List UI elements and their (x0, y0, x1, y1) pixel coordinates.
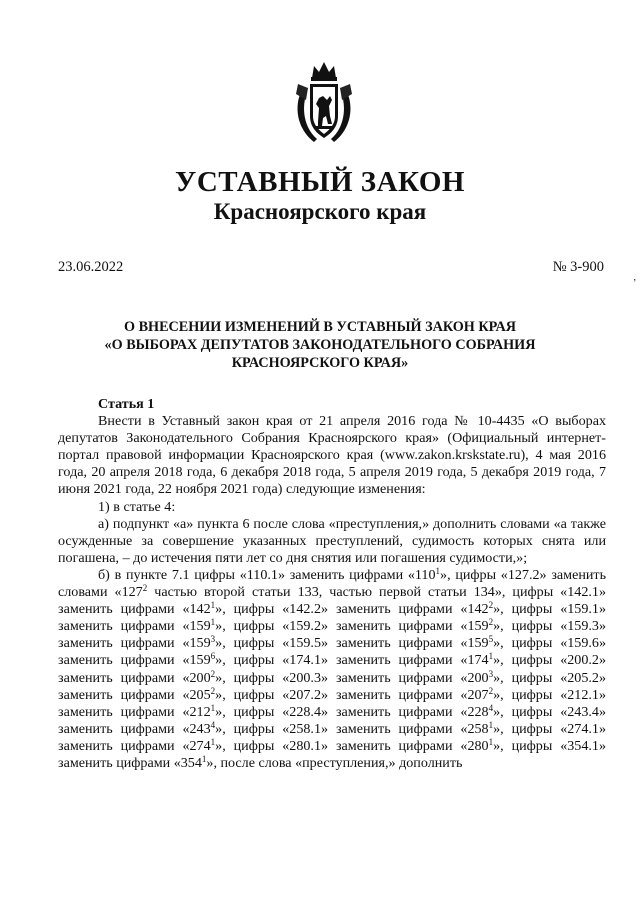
law-heading (0, 318, 640, 372)
superscript: 1 (435, 565, 441, 576)
superscript: 2 (488, 600, 494, 611)
article-intro: Внести в Уставный закон края от 21 апреля 2016 года № 10-4435 «О выборах депутатов Законодательного Собрания Красноярского края» (Официальный интернет-портал правовой информации Красноярского края (www.zakon.krskstate.ru), 4 мая 2016 года, 20 апреля 2018 года, 6 декабря 2018 года, 5 апреля 2019 года, 5 декабря 2019 года, 7 июня 2021 года, 22 ноября 2021 года) следующие изменения: (58, 413, 606, 498)
item-1: 1) в статье 4: (98, 498, 176, 515)
heading-line: О ВНЕСЕНИИ ИЗМЕНЕНИЙ В УСТАВНЫЙ ЗАКОН КРАЯ (123, 319, 517, 335)
text-segment: », цифры «159.2» заменить цифрами «159 (215, 618, 489, 635)
text-segment: », цифры «142.2» заменить цифрами «142 (215, 601, 489, 618)
coat-of-arms-icon (292, 60, 356, 148)
text-segment: », цифры «205.2» заменить цифрами «205 (58, 669, 607, 703)
superscript: 2 (488, 617, 494, 628)
superscript: 1 (210, 617, 216, 628)
text-segment: », цифры «159.3» заменить цифрами «159 (58, 618, 607, 652)
subitem-b (58, 567, 606, 772)
subitem-a: а) подпункт «а» пункта 6 после слова «преступления,» дополнить словами «а также осужденные за совершение указанных преступлений, судимость которых снята или погашена, – до истечения пяти лет со дня снятия или погашения судимости,»; (58, 515, 606, 566)
superscript: 3 (210, 634, 216, 645)
superscript: 4 (488, 702, 494, 713)
law-type-title: УСТАВНЫЙ ЗАКОН (175, 166, 465, 198)
text-segment: частью второй статьи 133, частью первой статьи 134», цифры «142.1» заменить цифрами «142 (58, 584, 606, 618)
superscript: 1 (210, 600, 216, 611)
text-segment: », после слова «преступления,» дополнить (206, 754, 463, 771)
heading-line: «О ВЫБОРАХ ДЕПУТАТОВ ЗАКОНОДАТЕЛЬНОГО СОБРАНИЯ (104, 337, 536, 353)
region-title: Красноярского края (213, 199, 427, 224)
text-segment: », цифры «207.2» заменить цифрами «207 (215, 686, 489, 703)
superscript: 1 (210, 702, 216, 713)
superscript: 1 (210, 736, 216, 747)
superscript: 2 (210, 685, 216, 696)
text-segment: », цифры «212.1» заменить цифрами «212 (58, 686, 607, 720)
text-segment: », цифры «159.1» заменить цифрами «159 (58, 601, 607, 635)
text-segment: », цифры «159.5» заменить цифрами «159 (215, 635, 489, 652)
superscript: 4 (210, 719, 216, 730)
text-segment: », цифры «200.2» заменить цифрами «200 (58, 652, 607, 686)
superscript: 2 (210, 668, 216, 679)
law-date: 23.06.2022 (58, 259, 124, 275)
superscript: 1 (488, 719, 494, 730)
superscript: 5 (488, 634, 494, 645)
text-segment: », цифры «228.4» заменить цифрами «228 (215, 703, 489, 720)
text-segment: », цифры «274.1» заменить цифрами «274 (58, 720, 607, 754)
superscript: 1 (488, 651, 494, 662)
text-segment: б) в пункте 7.1 цифры «110.1» заменить цифрами «110 (98, 566, 436, 583)
law-number: № 3-900 (552, 259, 604, 275)
text-segment: », цифры «354.1» заменить цифрами «354 (58, 737, 607, 771)
superscript: 2 (142, 583, 148, 594)
text-segment: », цифры «127.2» заменить словами «127 (58, 566, 606, 601)
text-segment: », цифры «200.3» заменить цифрами «200 (215, 669, 489, 686)
text-segment: », цифры «243.4» заменить цифрами «243 (58, 703, 607, 737)
law-body (58, 396, 606, 772)
superscript: 3 (488, 668, 494, 679)
heading-line: КРАСНОЯРСКОГО КРАЯ» (231, 355, 409, 371)
text-segment: », цифры «159.6» заменить цифрами «159 (58, 635, 607, 669)
text-segment: », цифры «258.1» заменить цифрами «258 (215, 720, 489, 737)
superscript: 1 (201, 753, 207, 764)
margin-mark: , (633, 272, 636, 283)
superscript: 1 (488, 736, 494, 747)
article-label: Статья 1 (98, 396, 155, 412)
superscript: 6 (210, 651, 216, 662)
text-segment: », цифры «174.1» заменить цифрами «174 (215, 652, 489, 669)
superscript: 2 (488, 685, 494, 696)
text-segment: », цифры «280.1» заменить цифрами «280 (215, 737, 489, 754)
